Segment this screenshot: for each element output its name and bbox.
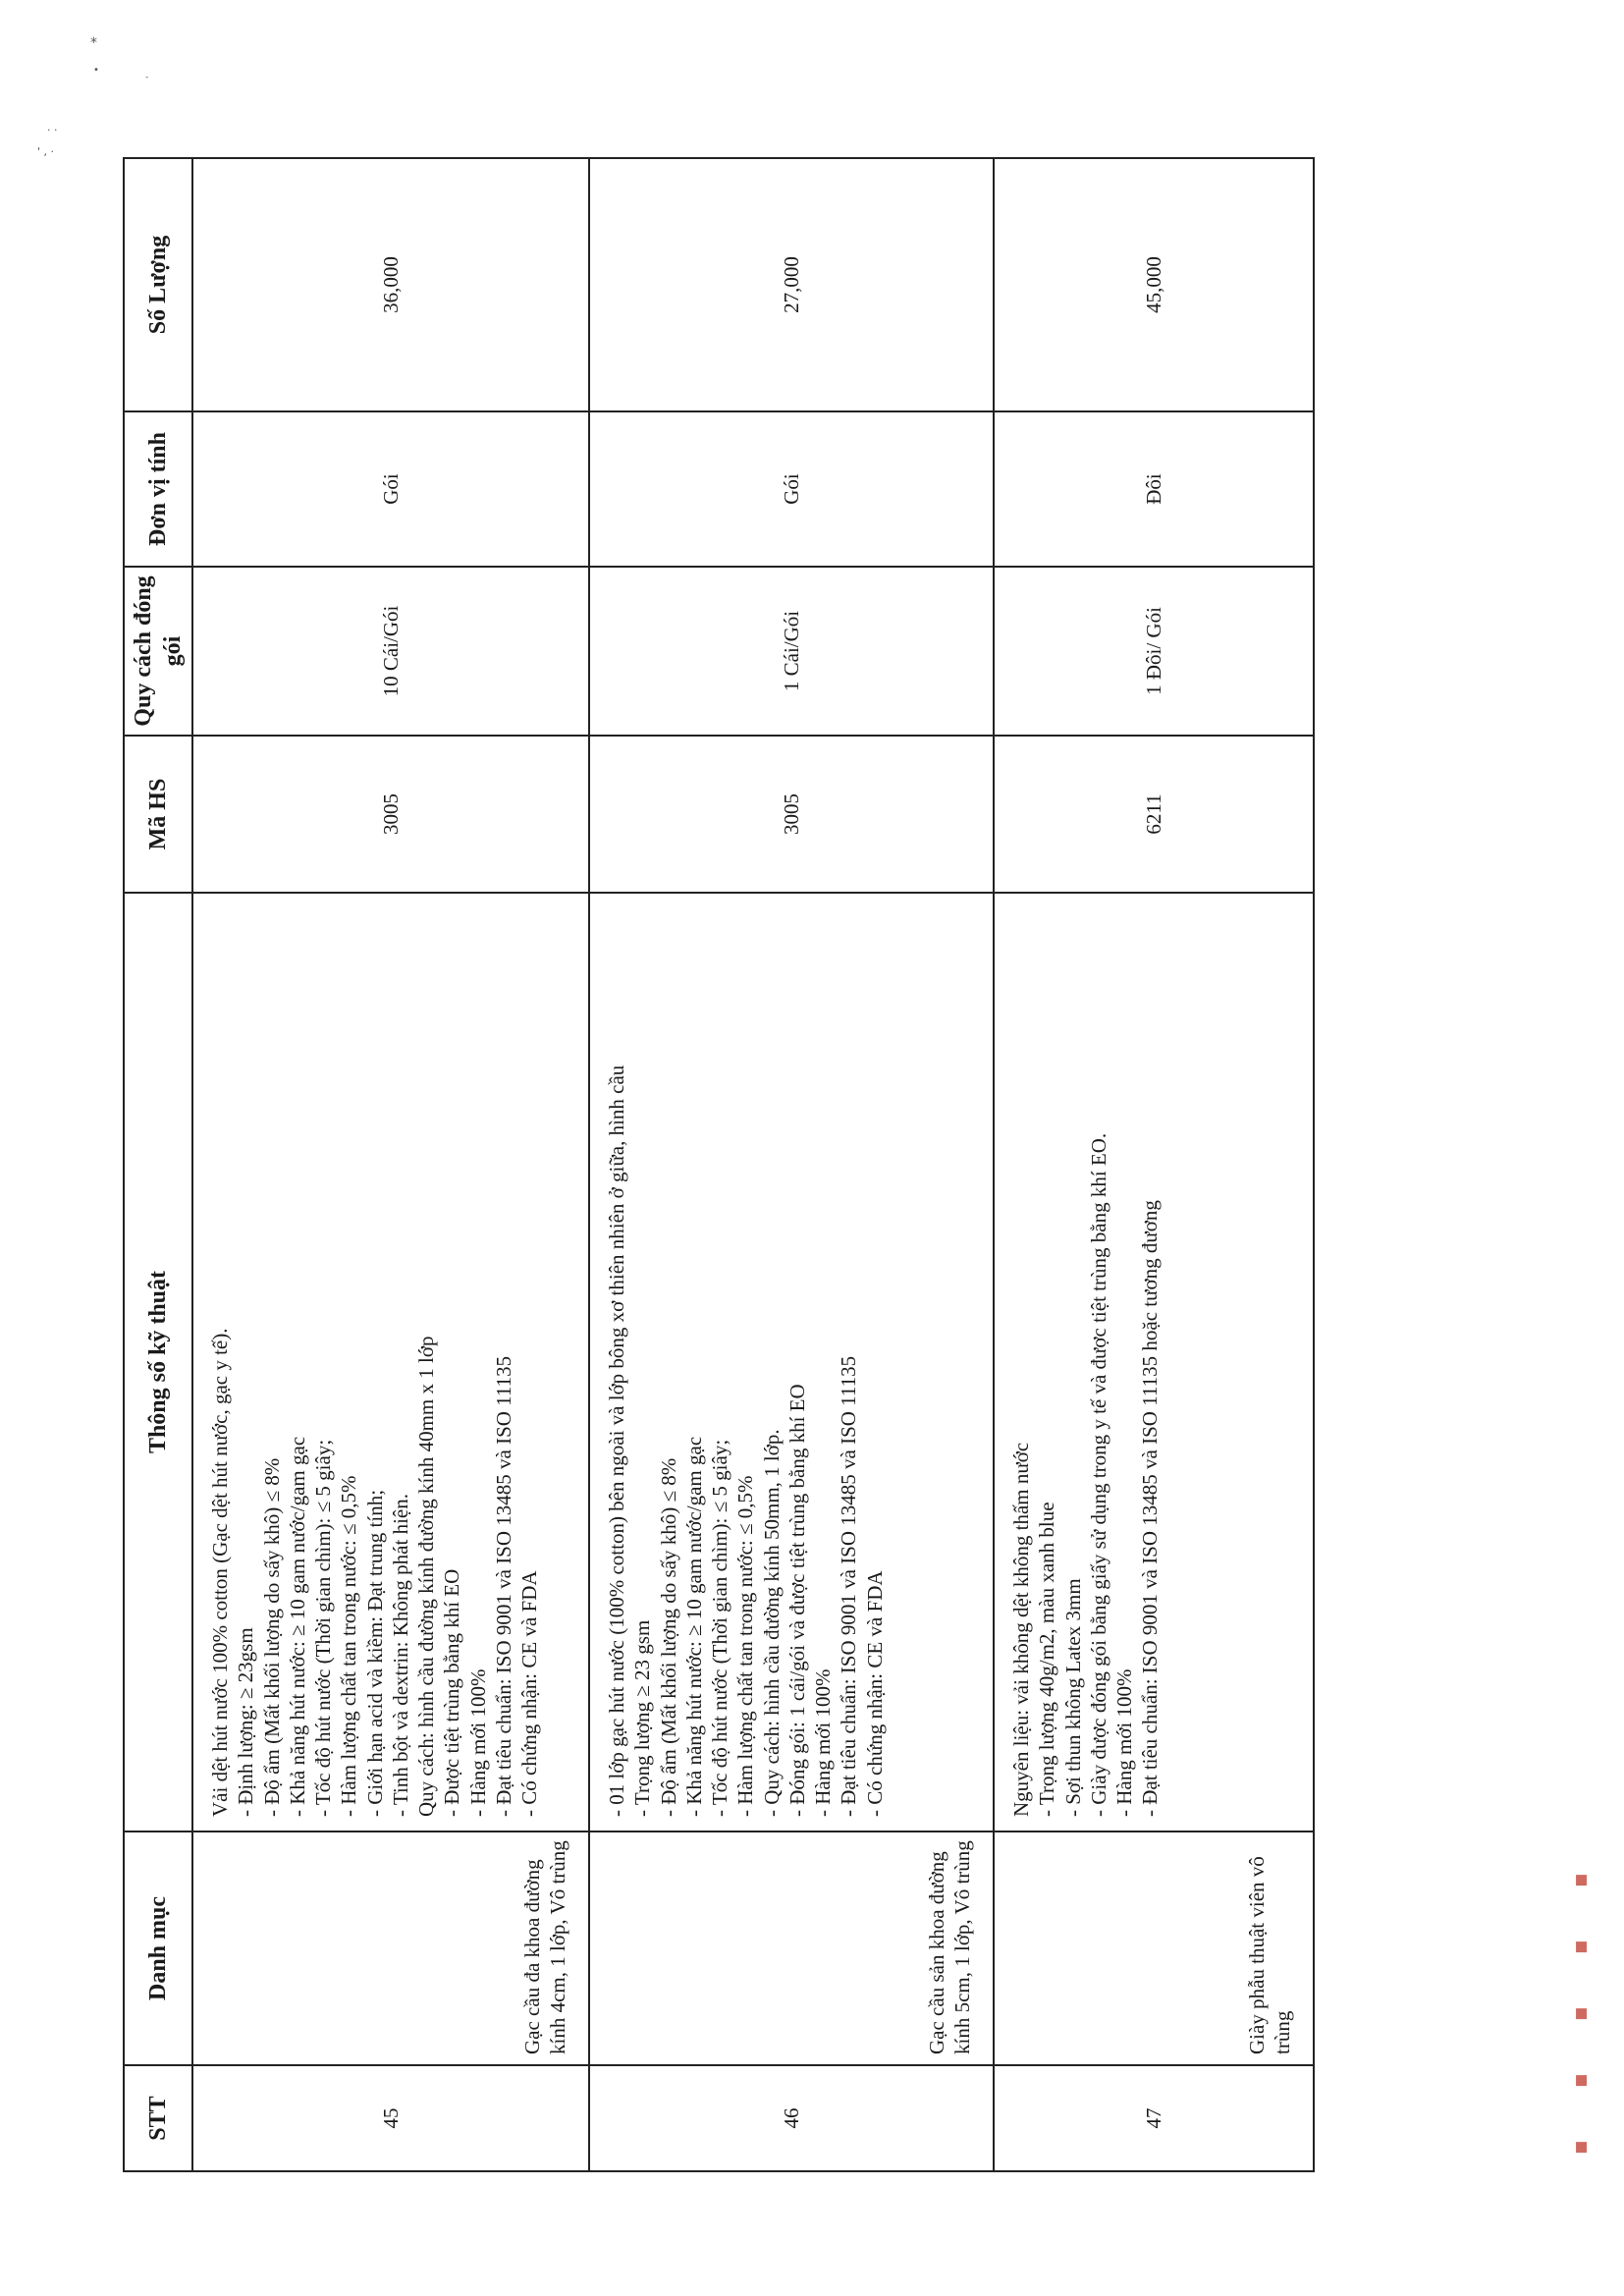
spec-line: - Hàng mới 100% xyxy=(1112,1668,1136,1817)
cell-stt: 47 xyxy=(994,2065,1314,2171)
spec-line: - Hàng mới 100% xyxy=(811,1668,835,1817)
spec-line: - Khả năng hút nước: ≥ 10 gam nước/gam gạc xyxy=(681,1436,706,1817)
spec-line: - Độ ẩm (Mất khối lượng do sấy khô) ≤ 8% xyxy=(259,1457,284,1817)
header-thong-so: Thông số kỹ thuật xyxy=(124,893,192,1831)
cell-so-luong: 27,000 xyxy=(589,158,994,411)
spec-line: - Được tiệt trùng bằng khí EO xyxy=(440,1568,464,1817)
spec-line: - 01 lớp gạc hút nước (100% cotton) bên ngoài và lớp bông xơ thiên nhiên ở giữa, hình cầu xyxy=(605,1065,628,1817)
spec-line: - Hàm lượng chất tan trong nước: ≤ 0,5% xyxy=(733,1475,758,1817)
cell-thong-so xyxy=(589,893,994,1831)
header-danh-muc: Danh mục xyxy=(124,1831,192,2065)
cell-thong-so xyxy=(192,893,589,1831)
spec-line: - Đóng gói: 1 cái/gói và được tiệt trùng bằng khí EO xyxy=(785,1384,809,1817)
cell-quy-cach: 1 Đôi/ Gói xyxy=(994,567,1314,736)
spec-line: - Có chứng nhận: CE và FDA xyxy=(517,1570,541,1817)
spec-line: - Giày được đóng gói bằng giấy sử dụng trong y tế và được tiệt trùng bằng khí EO. xyxy=(1086,1132,1110,1817)
product-spec-table xyxy=(123,157,1315,2172)
table-header-row xyxy=(124,158,192,2171)
scan-speck: ' , · xyxy=(37,145,55,158)
spec-line: Quy cách: hình cầu đường kính đường kính 40mm x 1 lớp xyxy=(414,1336,438,1817)
header-stt: STT xyxy=(124,2065,192,2171)
spec-line: - Tốc độ hút nước (Thời gian chìm): ≤ 5 giây; xyxy=(708,1439,731,1817)
cell-don-vi: Gói xyxy=(192,411,589,567)
header-so-luong: Số Lượng xyxy=(124,158,192,411)
spec-line: - Hàm lượng chất tan trong nước: ≤ 0,5% xyxy=(337,1475,361,1817)
cell-ma-hs: 3005 xyxy=(589,736,994,893)
spec-line: - Định lượng: ≥ 23gsm xyxy=(234,1627,258,1817)
header-don-vi: Đơn vị tính xyxy=(124,411,192,567)
spec-line: - Đạt tiêu chuẩn: ISO 9001 và ISO 13485 và ISO 11135 xyxy=(491,1355,515,1817)
cell-so-luong: 45,000 xyxy=(994,158,1314,411)
table-row xyxy=(192,158,589,2171)
stamp-bleed-mark: ▪ ▪ ▪ ▪ ▪ xyxy=(1569,1851,1594,2160)
cell-thong-so xyxy=(994,893,1314,1831)
spec-line: - Khả năng hút nước: ≥ 10 gam nước/gam gạc xyxy=(285,1436,309,1817)
cell-don-vi: Gói xyxy=(589,411,994,567)
spec-line: Nguyên liệu: vải không dệt không thấm nước xyxy=(1009,1442,1033,1817)
spec-line: - Sợi thun không Latex 3mm xyxy=(1060,1578,1085,1817)
cell-don-vi: Đôi xyxy=(994,411,1314,567)
spec-line: - Quy cách: hình cầu đường kính 50mm, 1 lớp. xyxy=(759,1429,784,1817)
cell-quy-cach: 1 Cái/Gói xyxy=(589,567,994,736)
spec-line: - Có chứng nhận: CE và FDA xyxy=(862,1570,887,1817)
table-row xyxy=(589,158,994,2171)
cell-danh-muc: Giày phẫu thuật viên vô trùng xyxy=(994,1831,1314,2065)
table-row xyxy=(994,158,1314,2171)
cell-danh-muc: Gạc cầu sản khoa đường kính 5cm, 1 lớp, Vô trùng xyxy=(589,1831,994,2065)
spec-line: - Hàng mới 100% xyxy=(465,1668,490,1817)
cell-ma-hs: 3005 xyxy=(192,736,589,893)
spec-line: - Độ ẩm (Mất khối lượng do sấy khô) ≤ 8% xyxy=(656,1457,680,1817)
cell-so-luong: 36,000 xyxy=(192,158,589,411)
cell-ma-hs: 6211 xyxy=(994,736,1314,893)
spec-line: - Trọng lượng 40g/m2, màu xanh blue xyxy=(1035,1502,1059,1817)
cell-quy-cach: 10 Cái/Gói xyxy=(192,567,589,736)
spec-line: - Giới hạn acid và kiềm: Đạt trung tính; xyxy=(362,1489,387,1817)
header-quy-cach: Quy cách đóng gói xyxy=(124,567,192,736)
rotated-document xyxy=(123,159,1311,2172)
cell-stt: 45 xyxy=(192,2065,589,2171)
spec-line: - Đạt tiêu chuẩn: ISO 9001 và ISO 13485 và ISO 11135 hoặc tương đương xyxy=(1138,1200,1163,1817)
spec-line: - Tốc độ hút nước (Thời gian chìm): ≤ 5 giây; xyxy=(311,1439,335,1817)
scan-speck: · · xyxy=(47,124,58,137)
scan-speck: * xyxy=(90,35,97,51)
cell-stt: 46 xyxy=(589,2065,994,2171)
scan-speck: - xyxy=(145,73,149,82)
spec-line: - Tinh bột và dextrin: Không phát hiện. xyxy=(388,1494,412,1817)
header-ma-hs: Mã HS xyxy=(124,736,192,893)
spec-line: - Đạt tiêu chuẩn: ISO 9001 và ISO 13485 và ISO 11135 xyxy=(837,1355,861,1817)
spec-line: - Trọng lượng ≥ 23 gsm xyxy=(630,1619,655,1817)
scan-speck: • xyxy=(93,65,99,76)
spec-line: Vải dệt hút nước 100% cotton (Gạc dệt hút nước, gạc y tế). xyxy=(208,1328,232,1817)
cell-danh-muc: Gạc cầu đa khoa đường kính 4cm, 1 lớp, Vô trùng xyxy=(192,1831,589,2065)
